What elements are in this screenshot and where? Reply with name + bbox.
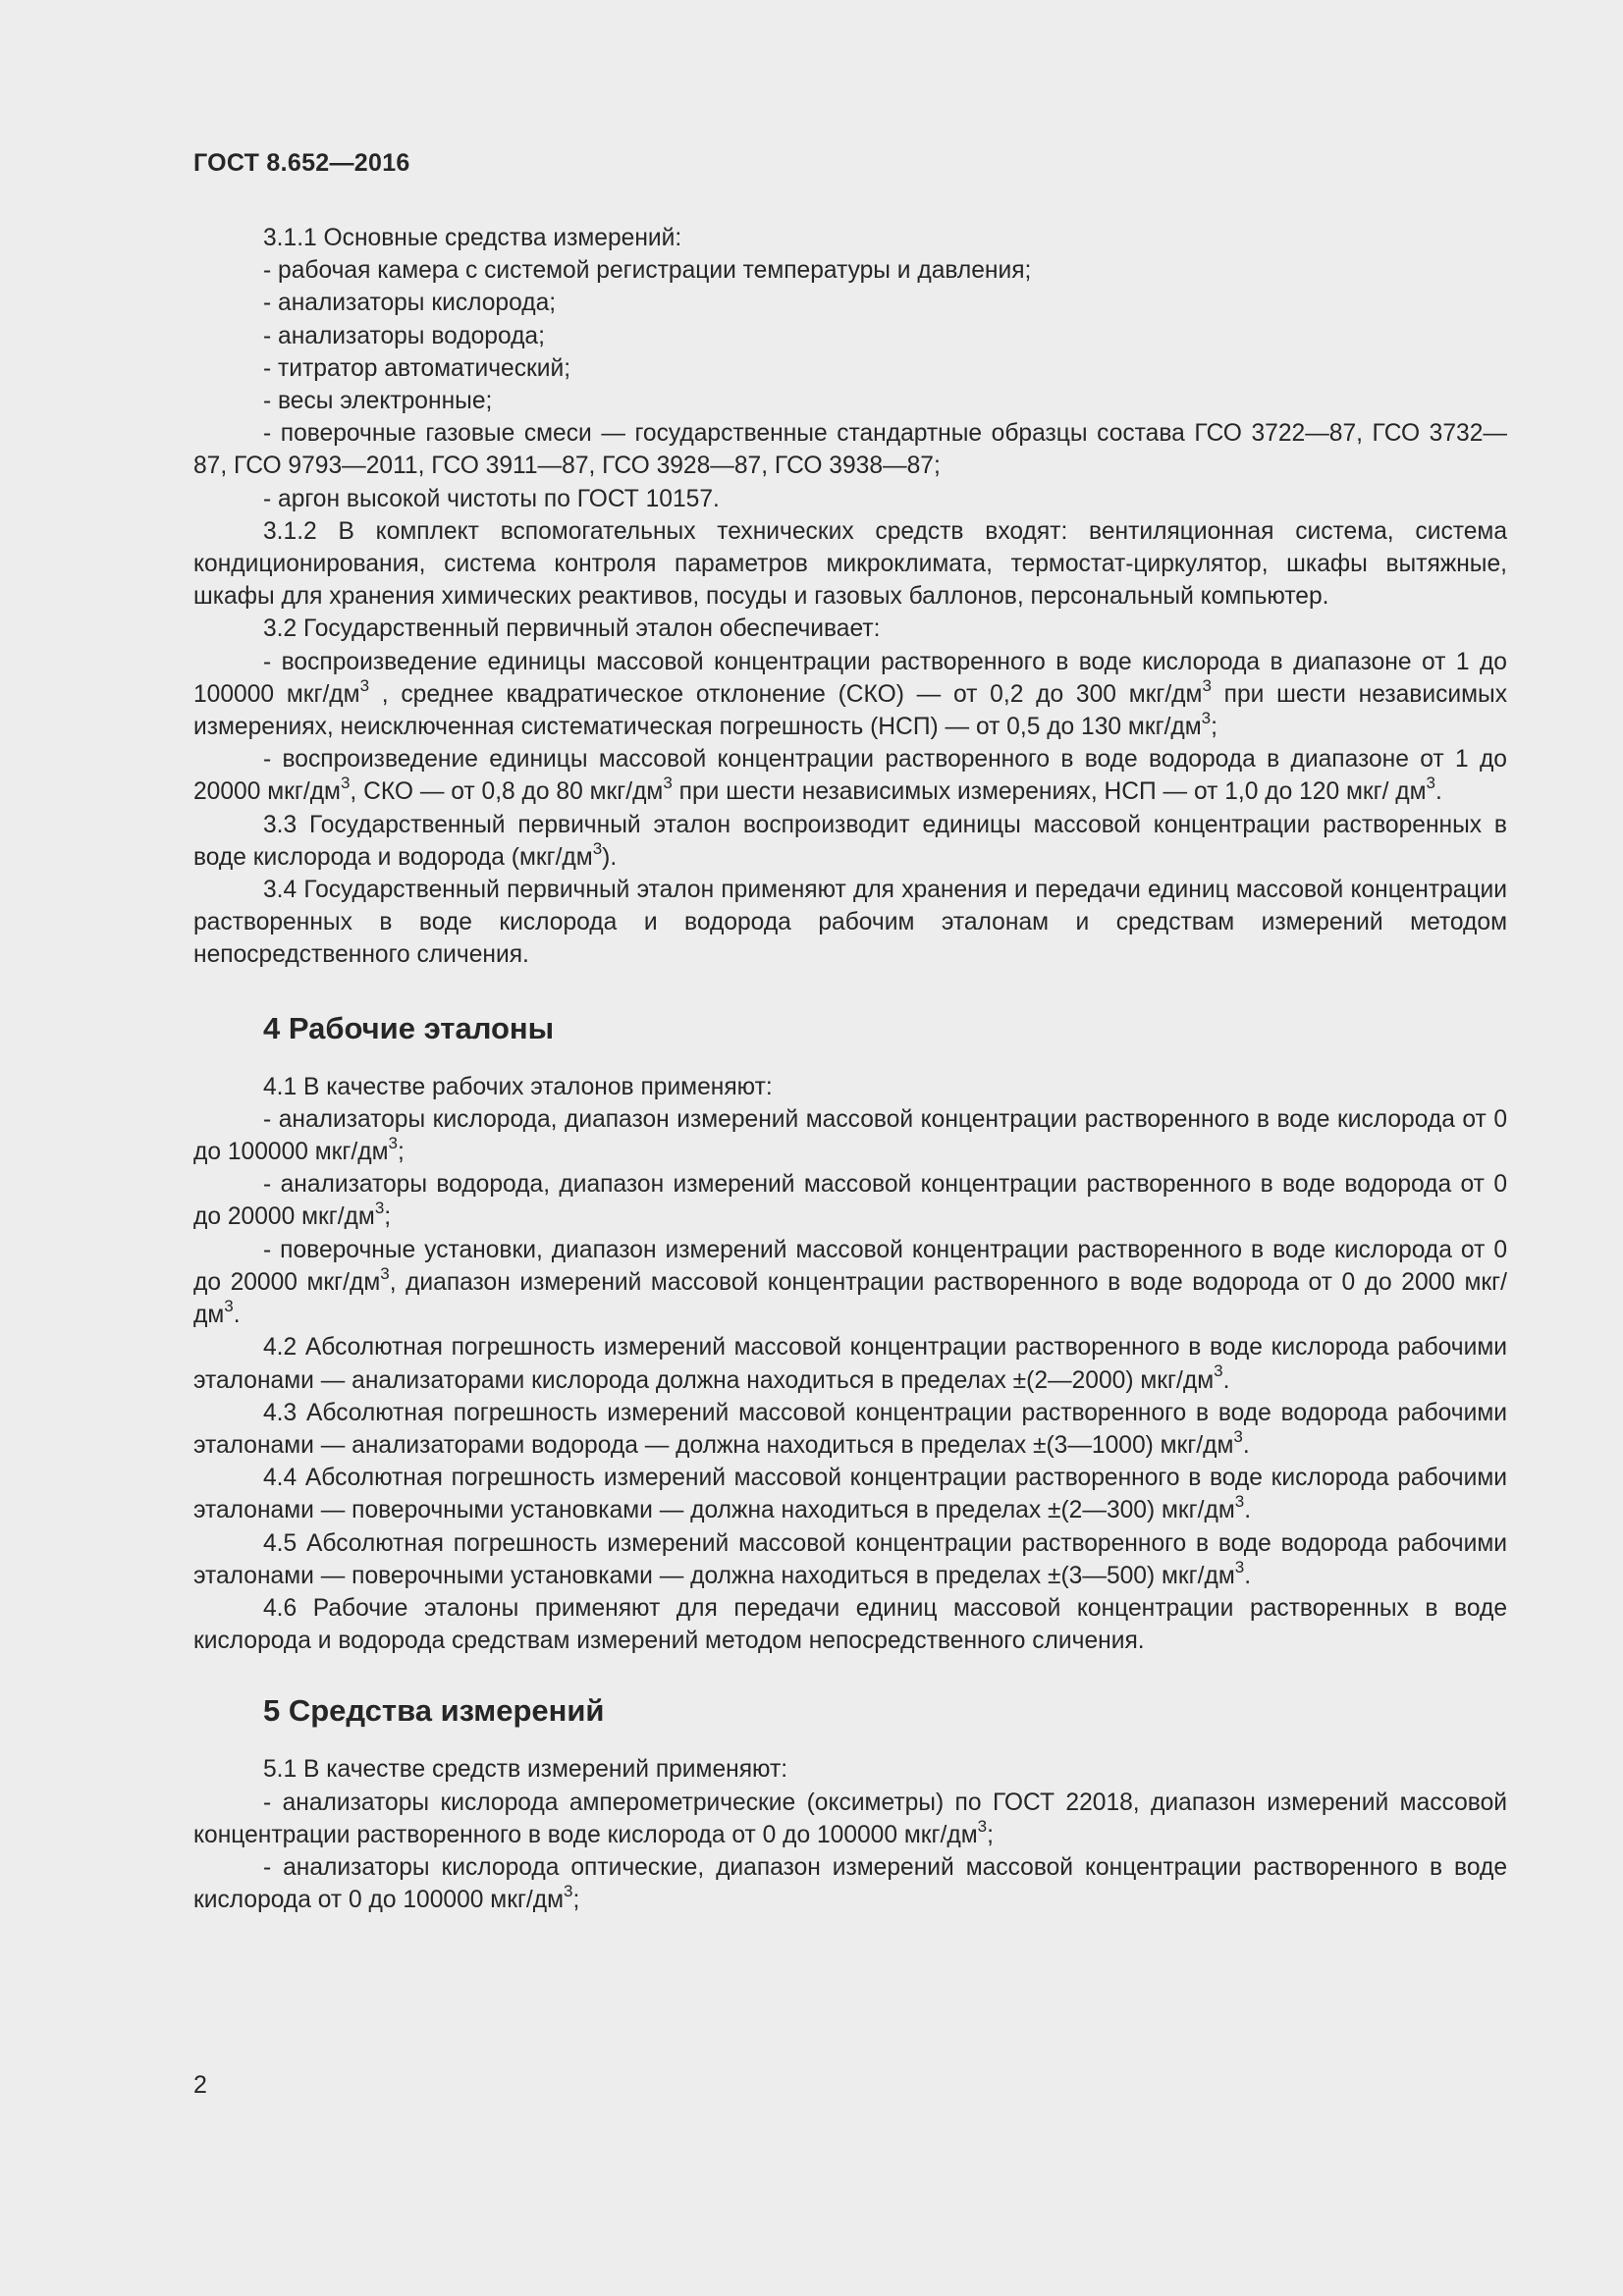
paragraph-4-3 bbox=[193, 1397, 1507, 1462]
text-run: . bbox=[1244, 1562, 1252, 1589]
text-run: ; bbox=[1211, 714, 1217, 741]
text-run: - воспроизведение единицы массовой концентрации растворенного в воде кислорода в диапазоне от 1 до 100000 мкг/дм bbox=[193, 648, 1507, 708]
text-run: . bbox=[1244, 1497, 1252, 1524]
paragraph-3-4: 3.4 Государственный первичный эталон применяют для хранения и передачи единиц массовой концентрации растворенных в воде кислорода и водорода рабочим эталонам и средствам измерений методом непосредственного сличения. bbox=[193, 877, 1507, 969]
superscript: 3 bbox=[380, 1263, 390, 1283]
text-run: 4.2 Абсолютная погрешность измерений массовой концентрации растворенного в воде кислорода рабочими эталонами — анализаторами кислорода должна находиться в пределах ±(2—2000) мкг/дм bbox=[193, 1334, 1507, 1394]
page-number: 2 bbox=[193, 2071, 207, 2099]
text-run: - анализаторы кислорода оптические, диапазон измерений массовой концентрации растворенного в воде кислорода от 0 до 100000 мкг/дм bbox=[193, 1853, 1507, 1914]
text-run: - анализаторы водорода, диапазон измерений массовой концентрации растворенного в воде водорода от 0 до 20000 мкг/дм bbox=[193, 1171, 1507, 1231]
paragraph-3-1-1-title: 3.1.1 Основные средства измерений: bbox=[263, 225, 682, 251]
list-item: - анализаторы водорода; bbox=[263, 322, 545, 349]
text-run: 3.3 Государственный первичный эталон воспроизводит единицы массовой концентрации растворенных в воде кислорода и водорода (мкг/дм bbox=[193, 811, 1507, 871]
text-run: ; bbox=[987, 1821, 994, 1848]
spacer bbox=[193, 1731, 1507, 1753]
paragraph-3-1-2: 3.1.2 В комплект вспомогательных технических средств входят: вентиляционная система, система кондиционирования, система контроля параметров микроклимата, термостат-циркулятор, шкафы вытяжные, шкафы для хранения химических реактивов, посуды и газовых баллонов, персональный компьютер. bbox=[193, 517, 1507, 611]
superscript: 3 bbox=[224, 1296, 234, 1315]
document-body bbox=[193, 222, 1507, 1916]
text-run: 4.4 Абсолютная погрешность измерений массовой концентрации растворенного в воде кислорода рабочими эталонами — поверочными установками — должна находиться в пределах ±(2—300) мкг/дм bbox=[193, 1465, 1507, 1524]
superscript: 3 bbox=[564, 1881, 573, 1900]
text-run: - воспроизведение единицы массовой концентрации растворенного в воде водорода в диапазоне от 1 до 20000 мкг/дм bbox=[193, 746, 1507, 806]
list-item bbox=[193, 1234, 1507, 1332]
superscript: 3 bbox=[340, 774, 351, 793]
text-run: ; bbox=[397, 1139, 405, 1166]
section-5-heading: 5 Средства измерений bbox=[263, 1693, 605, 1729]
text-run: . bbox=[1435, 778, 1442, 806]
text-run: ; bbox=[384, 1203, 392, 1231]
paragraph-3-2-title: 3.2 Государственный первичный эталон обеспечивает: bbox=[263, 615, 881, 643]
paragraph-4-6: 4.6 Рабочие эталоны применяют для передачи единиц массовой концентрации растворенных в воде кислорода и водорода средствам измерений методом непосредственного сличения. bbox=[193, 1594, 1507, 1655]
superscript: 3 bbox=[1234, 1492, 1245, 1512]
text-run: . bbox=[233, 1302, 241, 1329]
list-item: - поверочные газовые смеси — государственные стандартные образцы состава ГСО 3722—87, ГСО 3732—87, ГСО 9793—2011, ГСО 3911—87, ГСО 3928—87, ГСО 3938—87; bbox=[193, 420, 1507, 480]
text-run: - поверочные установки, диапазон измерений массовой концентрации растворенного в воде кислорода от 0 до 20000 мкг/дм bbox=[193, 1236, 1507, 1296]
text-run: , диапазон измерений массовой концентрации растворенного в воде водорода от 0 до 2000 мкг/дм bbox=[193, 1268, 1507, 1329]
superscript: 3 bbox=[1202, 675, 1212, 695]
text-run: ; bbox=[572, 1887, 580, 1914]
text-run: ). bbox=[602, 843, 618, 871]
list-item bbox=[193, 1103, 1507, 1168]
list-item bbox=[193, 646, 1507, 744]
superscript: 3 bbox=[388, 1133, 398, 1152]
list-item: - аргон высокой чистоты по ГОСТ 10157. bbox=[263, 485, 720, 512]
paragraph-4-4 bbox=[193, 1462, 1507, 1526]
list-item bbox=[193, 1168, 1507, 1233]
superscript: 3 bbox=[359, 675, 370, 695]
text-run: , среднее квадратическое отклонение (СКО) — от 0,2 до 300 мкг/дм bbox=[369, 680, 1203, 708]
text-run: , СКО — от 0,8 до 80 мкг/дм bbox=[350, 778, 664, 806]
text-run: при шести независимых измерениях, неисключенная систематическая погрешность (НСП) — от 0,5 до 130 мкг/дм bbox=[193, 680, 1508, 741]
section-4-heading: 4 Рабочие эталоны bbox=[263, 1010, 555, 1045]
text-run: 4.5 Абсолютная погрешность измерений массовой концентрации растворенного в воде водорода рабочими эталонами — поверочными установками — должна находиться в пределах ±(3—500) мкг/дм bbox=[193, 1529, 1507, 1589]
superscript: 3 bbox=[374, 1199, 385, 1218]
list-item: - рабочая камера с системой регистрации температуры и давления; bbox=[263, 257, 1032, 285]
spacer bbox=[193, 1657, 1507, 1691]
list-item: - титратор автоматический; bbox=[263, 354, 571, 382]
list-item bbox=[193, 1851, 1507, 1916]
document-header: ГОСТ 8.652—2016 bbox=[193, 149, 410, 177]
text-run: . bbox=[1242, 1431, 1250, 1459]
text-run: 4.3 Абсолютная погрешность измерений массовой концентрации растворенного в воде водорода рабочими эталонами — анализаторами водорода — должна находиться в пределах ±(3—1000) мкг/дм bbox=[193, 1399, 1507, 1459]
list-item: - весы электронные; bbox=[263, 388, 493, 415]
paragraph-5-1-title: 5.1 В качестве средств измерений применяют: bbox=[263, 1756, 788, 1784]
spacer bbox=[193, 972, 1507, 1009]
superscript: 3 bbox=[663, 774, 673, 793]
text-run: при шести независимых измерениях, НСП — от 1,0 до 120 мкг/ дм bbox=[672, 778, 1427, 806]
text-run: . bbox=[1222, 1366, 1230, 1394]
paragraph-3-3 bbox=[193, 809, 1507, 874]
superscript: 3 bbox=[592, 838, 603, 858]
list-item bbox=[193, 743, 1507, 808]
list-item: - анализаторы кислорода; bbox=[263, 290, 557, 317]
paragraph-4-5 bbox=[193, 1527, 1507, 1592]
text-run: - анализаторы кислорода амперометрические (оксиметры) по ГОСТ 22018, диапазон измерений массовой концентрации растворенного в воде кислорода от 0 до 100000 мкг/дм bbox=[193, 1789, 1507, 1848]
superscript: 3 bbox=[1201, 708, 1212, 727]
paragraph-4-2 bbox=[193, 1331, 1507, 1396]
list-item bbox=[193, 1787, 1507, 1851]
superscript: 3 bbox=[1214, 1362, 1223, 1381]
superscript: 3 bbox=[1426, 774, 1435, 793]
superscript: 3 bbox=[1233, 1426, 1243, 1446]
paragraph-4-1-title: 4.1 В качестве рабочих эталонов применяют: bbox=[263, 1073, 773, 1100]
spacer bbox=[193, 1048, 1507, 1071]
text-run: - анализаторы кислорода, диапазон измерений массовой концентрации растворенного в воде кислорода от 0 до 100000 мкг/дм bbox=[193, 1105, 1507, 1166]
superscript: 3 bbox=[977, 1816, 988, 1836]
superscript: 3 bbox=[1234, 1557, 1245, 1576]
